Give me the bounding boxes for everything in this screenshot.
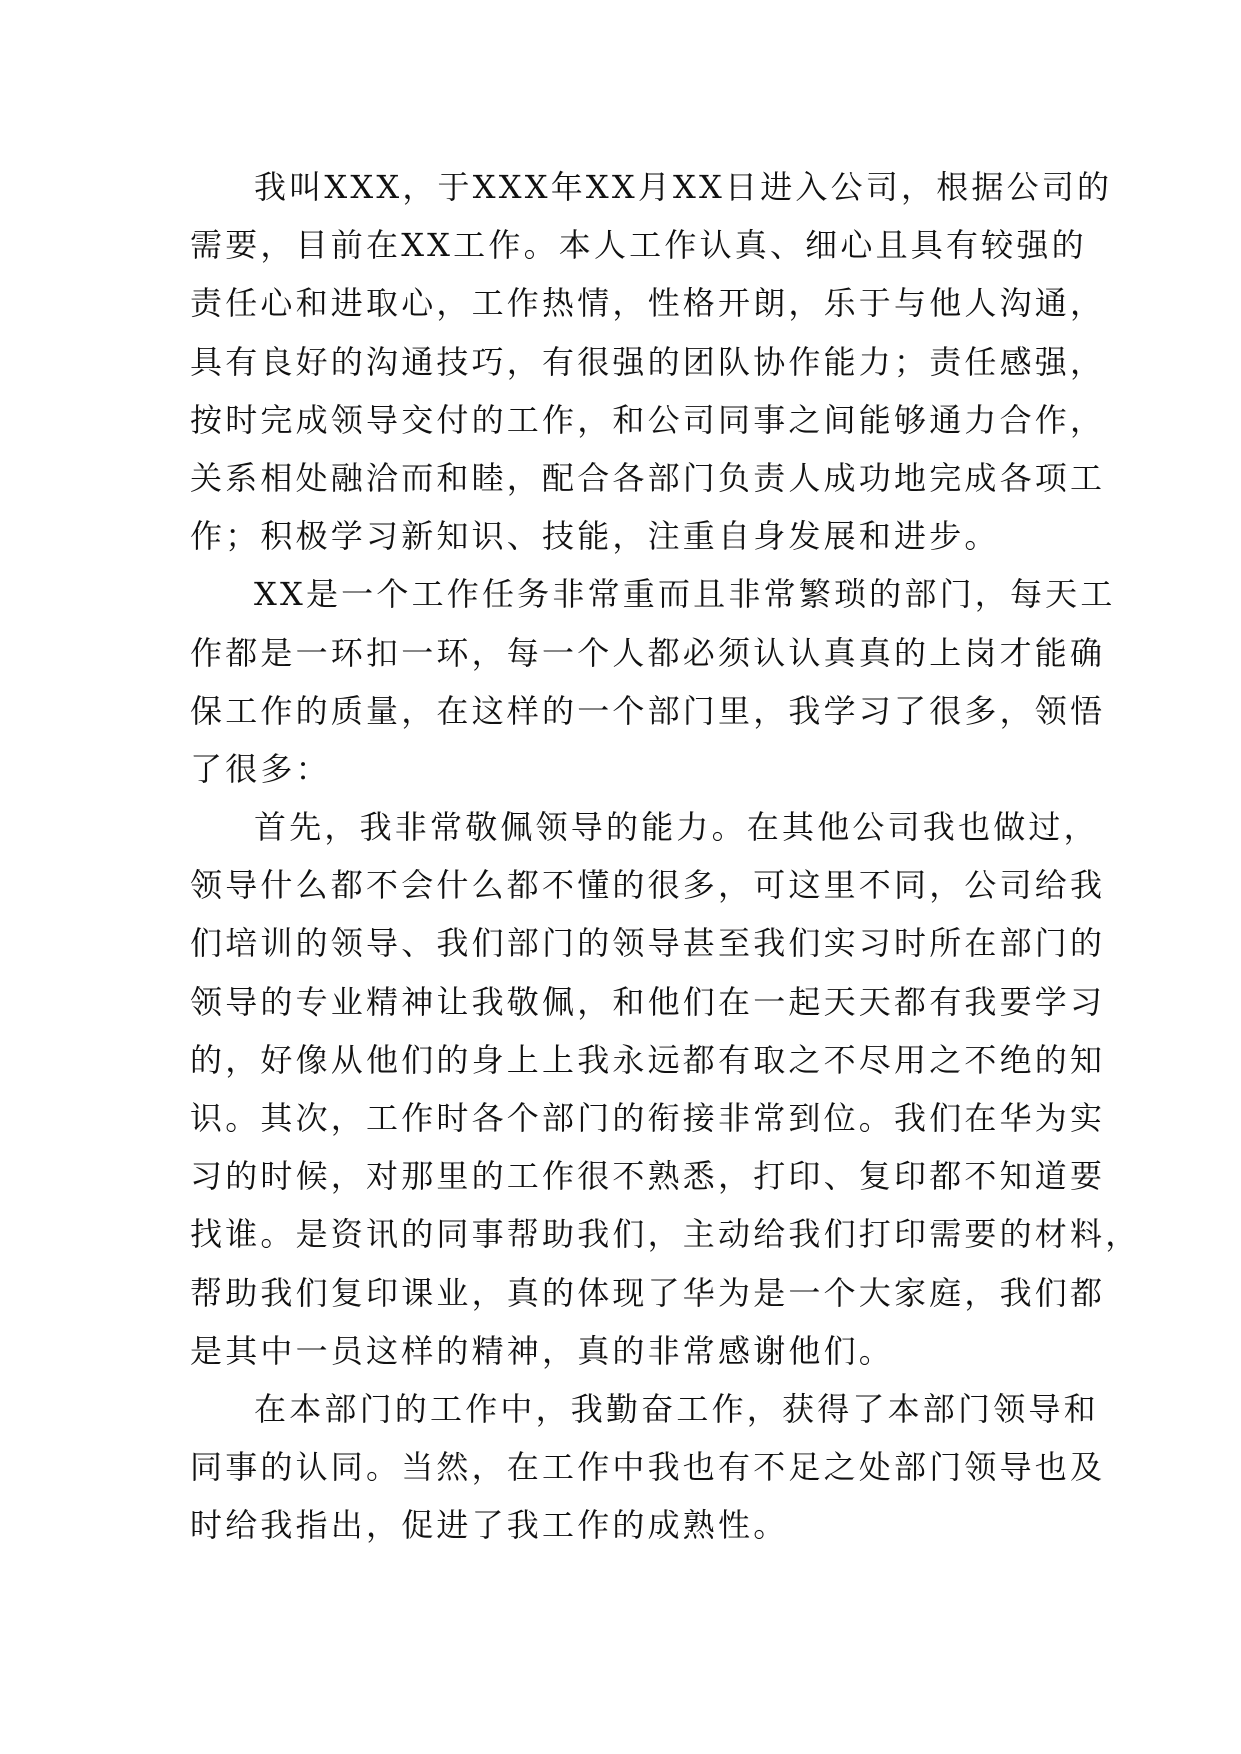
text-line: 作都是一环扣一环，每一个人都必须认认真真的上岗才能确	[190, 633, 1106, 672]
paragraph-4	[190, 1380, 1106, 1555]
paragraph-3	[190, 798, 1141, 1380]
text-line: 在本部门的工作中，我勤奋工作，获得了本部门领导和	[254, 1389, 1099, 1428]
text-line: 具有良好的沟通技巧，有很强的团队协作能力；责任感强，	[190, 342, 1106, 381]
text-line: 了很多：	[190, 749, 331, 788]
text-line: 责任心和进取心，工作热情，性格开朗，乐于与他人沟通，	[190, 284, 1106, 323]
text-line: 需要，目前在XX工作。本人工作认真、细心且具有较强的	[190, 226, 1087, 265]
text-line: 首先，我非常敬佩领导的能力。在其他公司我也做过，	[254, 808, 1099, 847]
text-line: 们培训的领导、我们部门的领导甚至我们实习时所在部门的	[190, 924, 1106, 963]
text-line: XX是一个工作任务非常重而且非常繁琐的部门，每天工	[254, 575, 1116, 614]
text-line: 领导的专业精神让我敬佩，和他们在一起天天都有我要学习	[190, 982, 1106, 1021]
text-line: 按时完成领导交付的工作，和公司同事之间能够通力合作，	[190, 400, 1106, 439]
document-body	[190, 158, 1141, 1555]
text-line: 找谁。是资讯的同事帮助我们，主动给我们打印需要的材料，	[190, 1215, 1141, 1254]
paragraph-2	[190, 565, 1116, 798]
text-line: 同事的认同。当然，在工作中我也有不足之处部门领导也及	[190, 1448, 1106, 1487]
text-line: 是其中一员这样的精神，真的非常感谢他们。	[190, 1331, 895, 1370]
text-line: 帮助我们复印课业，真的体现了华为是一个大家庭，我们都	[190, 1273, 1106, 1312]
text-line: 保工作的质量，在这样的一个部门里，我学习了很多，领悟	[190, 691, 1106, 730]
text-line: 作；积极学习新知识、技能，注重自身发展和进步。	[190, 517, 1000, 556]
text-line: 领导什么都不会什么都不懂的很多，可这里不同，公司给我	[190, 866, 1106, 905]
text-line: 的，好像从他们的身上上我永远都有取之不尽用之不绝的知	[190, 1040, 1106, 1079]
text-line: 关系相处融洽而和睦，配合各部门负责人成功地完成各项工	[190, 458, 1106, 497]
paragraph-1	[190, 158, 1113, 565]
text-line: 习的时候，对那里的工作很不熟悉，打印、复印都不知道要	[190, 1157, 1106, 1196]
text-line: 识。其次，工作时各个部门的衔接非常到位。我们在华为实	[190, 1099, 1106, 1137]
text-line: 我叫XXX，于XXX年XX月XX日进入公司，根据公司的	[254, 168, 1113, 206]
text-line: 时给我指出，促进了我工作的成熟性。	[190, 1506, 789, 1545]
